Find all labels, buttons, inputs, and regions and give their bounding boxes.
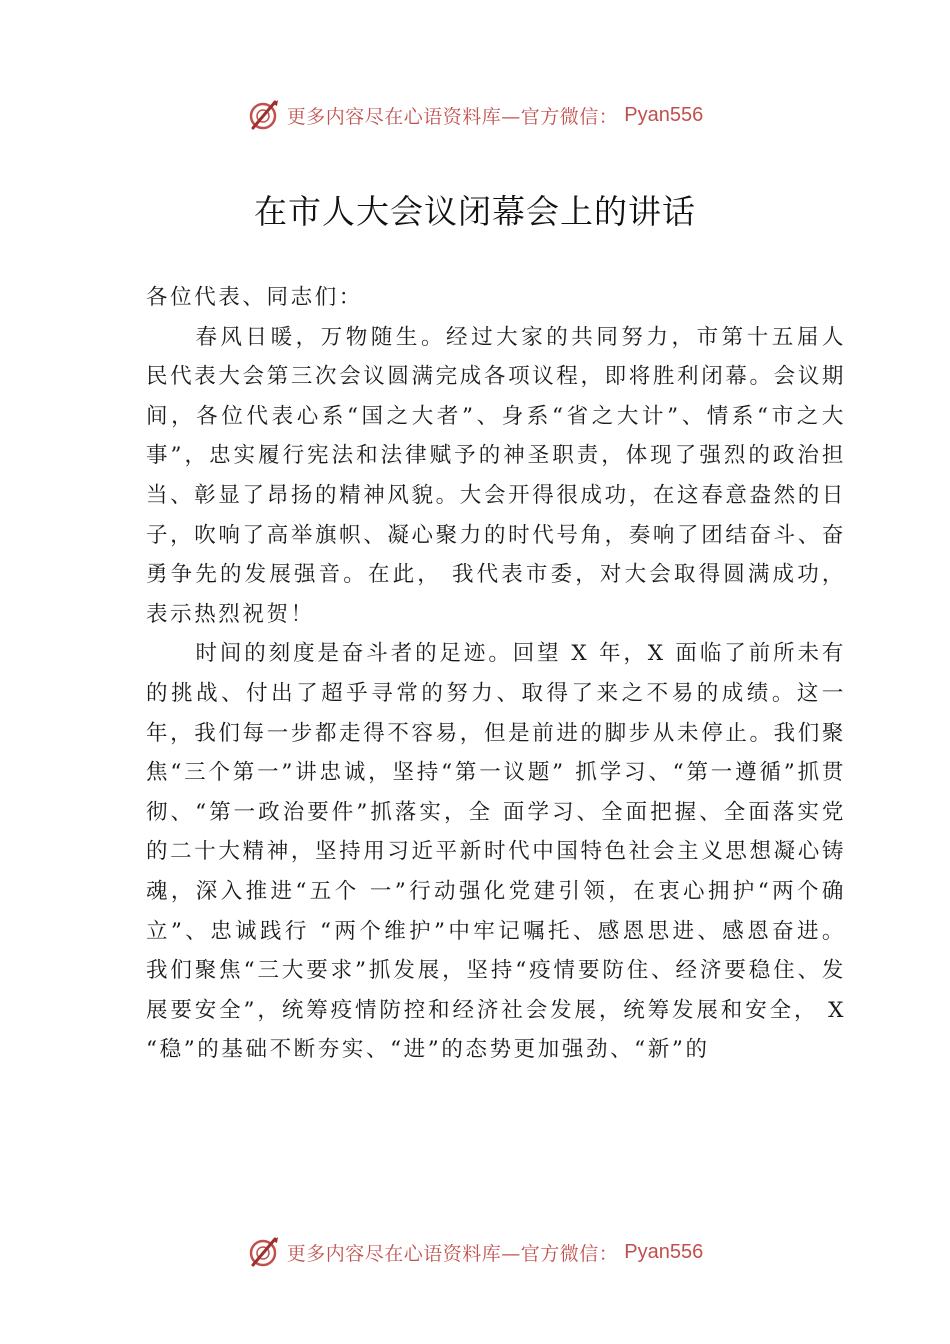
- watermark-wechat-id: Pyan556: [624, 103, 704, 126]
- paragraph-2: 时间的刻度是奋斗者的足迹。回望 X 年，X 面临了前所未有的挑战、付出了超乎寻常的努力、取得了来之不易的成绩。这一年，我们每一步都走得不容易，但是前进的脚步从未停止。我们聚焦“三个第一”讲忠诚，坚持“第一议题” 抓学习、“第一遵循”抓贯彻、“第一政治要件”抓落实，全 面学习、全面把握、全面落实党的二十大精神，坚持用习近平新时代中国特色社会主义思想凝心铸魂，深入推进“五个 一”行动强化党建引领，在衷心拥护“两个确立”、忠诚践行 “两个维护”中牢记嘱托、感恩思进、感恩奋进。我们聚焦“三大要求”抓发展，坚持“疫情要防住、经济要稳住、发 展要安全”，统筹疫情防控和经济社会发展，统筹发展和安全， X “稳”的基础不断夯实、“进”的态势更加强劲、“新”的: [146, 641, 846, 1063]
- header-watermark: [0, 95, 950, 135]
- document-body: [146, 278, 846, 1070]
- watermark-text: 更多内容尽在心语资料库—官方微信：: [286, 105, 619, 128]
- watermark-wechat-id: Pyan556: [624, 1240, 704, 1263]
- paragraph-1: 春风日暖，万物随生。经过大家的共同努力，市第十五届人民代表大会第三次会议圆满完成各项议程，即将胜利闭幕。会议期间，各位代表心系“国之大者”、身系“省之大计”、情系“市之大事”，忠实履行宪法和法律赋予的神圣职责，体现了强烈的政治担当、彰显了昂扬的精神风貌。大会开得很成功，在这春意盎然的日子，吹响了高举旗帜、凝心聚力的时代号角，奏响了团结奋斗、奋勇争先的发展强音。在此， 我代表市委，对大会取得圆满成功，表示热烈祝贺！: [146, 324, 846, 627]
- document-title: 在市人大会议闭幕会上的讲话: [254, 192, 696, 231]
- salutation: 各位代表、同志们：: [146, 285, 363, 310]
- footer-watermark: [0, 1232, 950, 1272]
- brush-logo-icon: [247, 98, 281, 132]
- brush-logo-icon: [247, 1235, 281, 1269]
- watermark-text: 更多内容尽在心语资料库—官方微信：: [286, 1242, 619, 1265]
